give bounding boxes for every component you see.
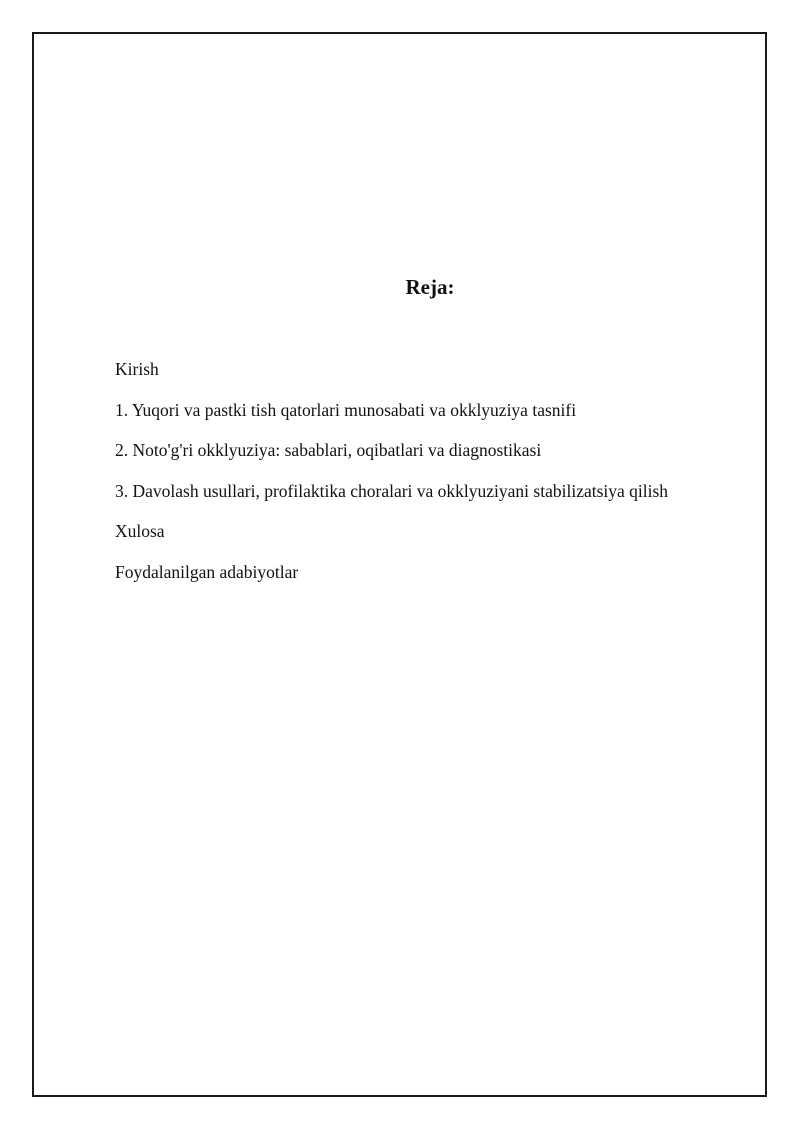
toc-item-conclusion: Xulosa: [115, 521, 165, 541]
toc-item-references: Foydalanilgan adabiyotlar: [115, 561, 299, 582]
page-title: Reja:: [405, 275, 455, 299]
toc-item-section-2: 2. Noto'g'ri okklyuziya: sabablari, oqibatlari va diagnostikasi: [115, 440, 542, 460]
table-of-contents: [115, 349, 668, 592]
toc-item-section-1: 1. Yuqori va pastki tish qatorlari munosabati va okklyuziya tasnifi: [115, 399, 577, 420]
toc-item-section-3: 3. Davolash usullari, profilaktika choralari va okklyuziyani stabilizatsiya qilish: [115, 480, 669, 501]
toc-item-introduction: Kirish: [115, 359, 159, 379]
